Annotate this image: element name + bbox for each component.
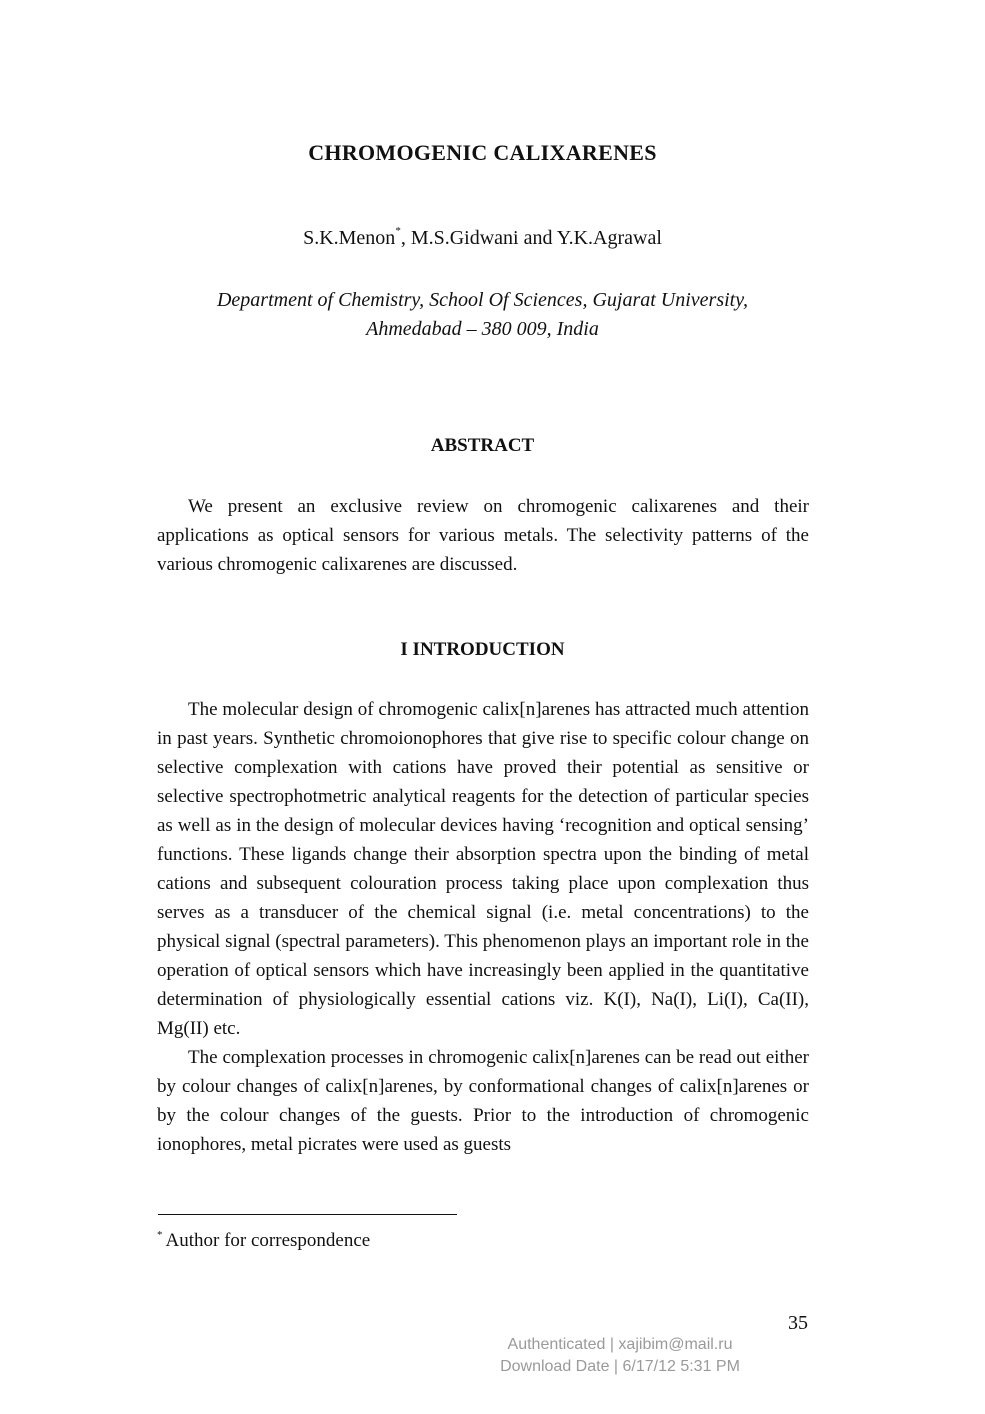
abstract-paragraph: We present an exclusive review on chromogenic calixarenes and their applications as optical sensors for various metals. The selectivity patterns of the various chromogenic calixarenes are discussed. [157,496,809,575]
affiliation-line-2: Ahmedabad – 380 009, India [366,318,599,340]
abstract-body [157,492,809,579]
author-list [0,227,965,250]
footnote-divider [158,1214,457,1215]
first-author: S.K.Menon [303,227,396,249]
co-authors: , M.S.Gidwani and Y.K.Agrawal [400,227,662,249]
watermark-line-1: Authenticated | xajibim@mail.ru [507,1336,733,1353]
watermark-line-2: Download Date | 6/17/12 5:31 PM [500,1358,740,1375]
paper-title: CHROMOGENIC CALIXARENES [308,140,657,165]
footnote-text: Author for correspondence [165,1230,371,1251]
introduction-heading: I INTRODUCTION [400,639,565,660]
download-watermark [440,1334,800,1378]
affiliation-line-1: Department of Chemistry, School Of Sciences, Gujarat University, [216,289,749,311]
footnote-marker: * [157,1229,163,1241]
introduction-paragraph-1: The molecular design of chromogenic calix[n]arenes has attracted much attention in past years. Synthetic chromoionophores that give rise to specific colour change on selective complexation with cations have proved their potential as sensitive or selective spectrophotmetric analytical reagents for the detection of particular species as well as in the design of molecular devices having ‘recognition and optical sensing’ functions. These ligands change their absorption spectra upon the binding of metal cations and subsequent colouration process taking place upon complexation thus serves as a transducer of the chemical signal (i.e. metal concentrations) to the physical signal (spectral parameters). This phenomenon plays an important role in the operation of optical sensors which have increasingly been applied in the quantitative determination of physiologically essential cations viz. K(I), Na(I), Li(I), Ca(II), Mg(II) etc. [157,699,809,1039]
page-number: 35 [788,1312,808,1334]
introduction-body [157,695,809,1159]
affiliation [150,286,815,344]
correspondence-marker: * [395,225,401,237]
footnote [157,1230,370,1252]
abstract-heading: ABSTRACT [430,435,535,456]
introduction-paragraph-2: The complexation processes in chromogenic calix[n]arenes can be read out either by colour changes of calix[n]arenes, by conformational changes of calix[n]arenes or by the colour changes of the guests. Prior to the introduction of chromogenic ionophores, metal picrates were used as guests [157,1047,809,1155]
